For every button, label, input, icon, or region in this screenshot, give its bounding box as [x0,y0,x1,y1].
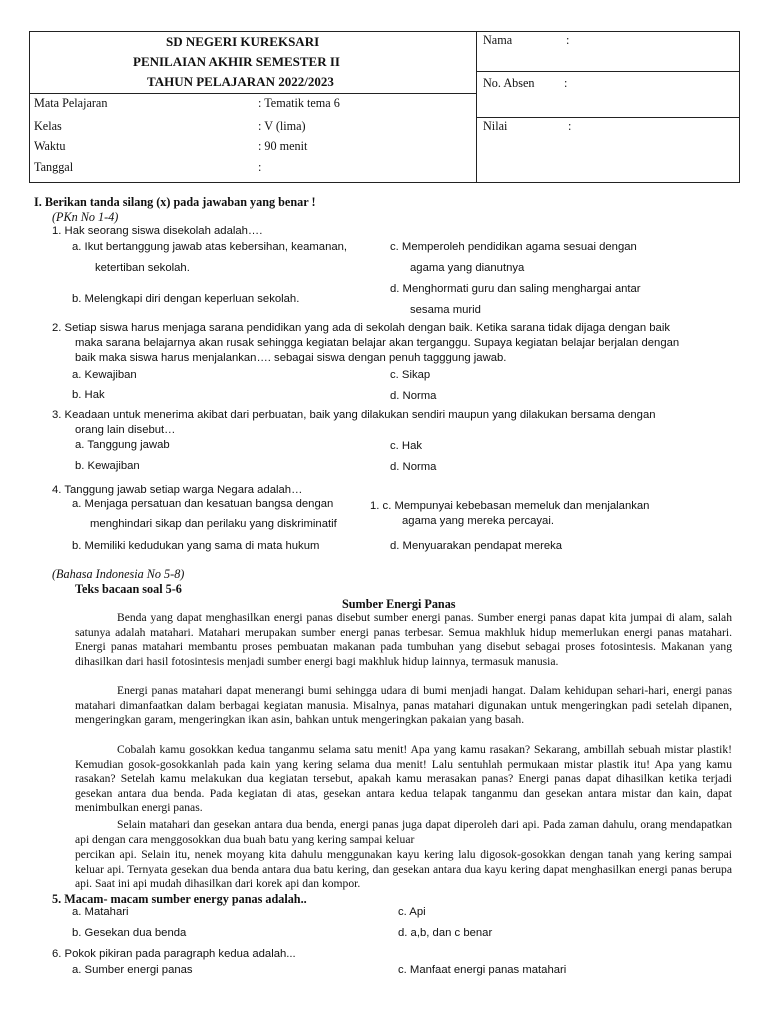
header-divider-vertical [476,31,477,183]
field-absen-colon: : [564,76,568,90]
q2-stem-line2: maka sarana belajarnya akan rusak sehingga kegiatan belajar akan terganggu. Supaya kegiatan belajar berjalan dengan [75,337,680,349]
q2-option-a: a. Kewajiban [72,369,137,381]
pkn-note: (PKn No 1-4) [52,210,119,224]
q1-option-a-line2: ketertiban sekolah. [95,262,190,274]
reading-text-label: Teks bacaan soal 5-6 [75,582,182,596]
q2-stem-line1: 2. Setiap siswa harus menjaga sarana pendidikan yang ada di sekolah dengan baik. Ketika sarana tidak dijaga dengan baik [52,322,670,334]
reading-paragraph-1: Benda yang dapat menghasilkan energi panas disebut sumber energi panas. Sumber energi panas dapat kita jumpai di alam, salah satunya adalah matahari. Matahari merupakan sumber energi panas terbesar. Semua makhluk hidup memerlukan energi panas matahari. Energi panas matahari membantu proses pembuatan makanan pada tumbuhan yang disebut sebagai proses fotosintesis. Makanan yang dihasilkan dari hasil fotosintesis menjadi sumber energi bagi makhluk hidup lainnya, termasuk manusia. [75,611,732,668]
q3-option-b: b. Kewajiban [75,460,140,472]
q6-stem: 6. Pokok pikiran pada paragraph kedua adalah... [52,948,296,960]
info-label-class: Kelas [34,119,62,133]
info-label-date: Tanggal [34,160,74,174]
info-label-subject: Mata Pelajaran [34,96,108,110]
header-divider-right-2 [476,117,740,118]
q3-option-a: a. Tanggung jawab [75,439,170,451]
q6-option-c: c. Manfaat energi panas matahari [398,964,567,976]
q1-option-d-line2: sesama murid [410,304,481,316]
q1-option-c-line1: c. Memperoleh pendidikan agama sesuai dengan [390,241,637,253]
info-label-time: Waktu [34,139,66,153]
reading-paragraph-3: Cobalah kamu gosokkan kedua tanganmu selama satu menit! Apa yang kamu rasakan? Sekarang, ambillah sebuah mistar plastik! Kemudian gosok-gosokkanlah pada kain yang kering selama dua menit! Lalu sentuhlah permukaan mistar plastik itu! Apa yang kamu rasakan? Setelah kamu melakukan dua kegiatan tersebut, apakah kamu merasakan panas? Energi panas dapat dihasilkan ketika terjadi gesekan antara dua benda. Pada kegiatan di atas, gesekan antara kedua telapak tanganmu dan gesekan antara mistar dan kain, dapat menimbulkan energi panas. [75,743,732,814]
info-value-subject: : Tematik tema 6 [258,96,340,110]
q3-option-d: d. Norma [390,461,437,473]
q4-option-c-line2: agama yang mereka percayai. [402,515,554,527]
q4-option-b: b. Memiliki kedudukan yang sama di mata hukum [72,540,320,552]
field-score-colon: : [568,119,572,133]
header-border-right [739,31,740,183]
section-1-instruction: I. Berikan tanda silang (x) pada jawaban yang benar ! [34,195,316,209]
exam-title: PENILAIAN AKHIR SEMESTER II [133,54,340,69]
reading-title: Sumber Energi Panas [342,597,456,611]
school-name: SD NEGERI KUREKSARI [166,34,320,49]
q4-option-a-line2: menghindari sikap dan perilaku yang diskriminatif [90,518,337,530]
q5-option-a: a. Matahari [72,906,129,918]
info-value-class: : V (lima) [258,119,306,133]
q4-option-c-line1: 1. c. Mempunyai kebebasan memeluk dan menjalankan [370,500,650,512]
q4-option-a-line1: a. Menjaga persatuan dan kesatuan bangsa dengan [72,498,334,510]
header-divider-right-1 [476,71,740,72]
q5-stem: 5. Macam- macam sumber energy panas adalah.. [52,892,307,906]
q2-option-d: d. Norma [390,390,437,402]
reading-paragraph-4-part2: percikan api. Selain itu, nenek moyang kita dahulu menggunakan kayu kering lalu digosok-gosokkan dengan tanah yang kering sampai keluar api. Ternyata gesekan dua benda antara dua batu kering, dan gesekan antara dua kayu kering dapat menghasilkan energi panas berupa api. Saat ini api mudah dihasilkan dari korek api dan kompor. [75,848,732,890]
q2-option-b: b. Hak [72,389,105,401]
field-absen-label: No. Absen [483,76,535,90]
q5-option-d: d. a,b, dan c benar [398,927,493,939]
q5-option-b: b. Gesekan dua benda [72,927,187,939]
header-border-left [29,31,30,183]
q1-option-d-line1: d. Menghormati guru dan saling menghargai antar [390,283,641,295]
q6-option-a: a. Sumber energi panas [72,964,193,976]
q4-option-d: d. Menyuarakan pendapat mereka [390,540,563,552]
header-border-bottom [29,182,740,183]
q1-option-a-line1: a. Ikut bertanggung jawab atas kebersihan, keamanan, [72,241,348,253]
q3-stem-line2: orang lain disebut… [75,424,176,436]
header-divider-title [29,93,476,94]
q1-option-c-line2: agama yang dianutnya [410,262,525,274]
field-name-label: Nama [483,33,513,47]
info-value-time: : 90 menit [258,139,308,153]
bahasa-note: (Bahasa Indonesia No 5-8) [52,567,185,581]
field-score-label: Nilai [483,119,508,133]
header-border-top [29,31,740,32]
q2-stem-line3: baik maka siswa harus menjalankan…. sebagai siswa dengan penuh tagggung jawab. [75,352,507,364]
reading-paragraph-2: Energi panas matahari dapat menerangi bumi sehingga udara di bumi menjadi hangat. Dalam kehidupan sehari-hari, energi panas matahari dimanfaatkan dalam berbagai kegiatan manusia. Misalnya, panas matahari digunakan untuk mengeringkan padi setelah dipanen, mengeringkan garam, mengeringkan ikan asin, bahkan untuk mengeringkan pakaian yang basah. [75,684,732,726]
reading-paragraph-4-part1: Selain matahari dan gesekan antara dua benda, energi panas juga dapat diperoleh dari api. Pada zaman dahulu, orang mendapatkan api dengan cara menggosokkan dua buah batu yang kering sampai keluar [75,818,732,846]
q4-stem: 4. Tanggung jawab setiap warga Negara adalah… [52,484,303,496]
field-name-colon: : [566,33,570,47]
q1-stem: 1. Hak seorang siswa disekolah adalah…. [52,225,263,237]
q2-option-c: c. Sikap [390,369,431,381]
info-value-date: : [258,160,262,174]
q3-stem-line1: 3. Keadaan untuk menerima akibat dari perbuatan, baik yang dilakukan sendiri maupun yang dilakukan bersama dengan [52,409,656,421]
q1-option-b: b. Melengkapi diri dengan keperluan sekolah. [72,293,300,305]
academic-year: TAHUN PELAJARAN 2022/2023 [147,74,334,89]
q3-option-c: c. Hak [390,440,423,452]
q5-option-c: c. Api [398,906,426,918]
